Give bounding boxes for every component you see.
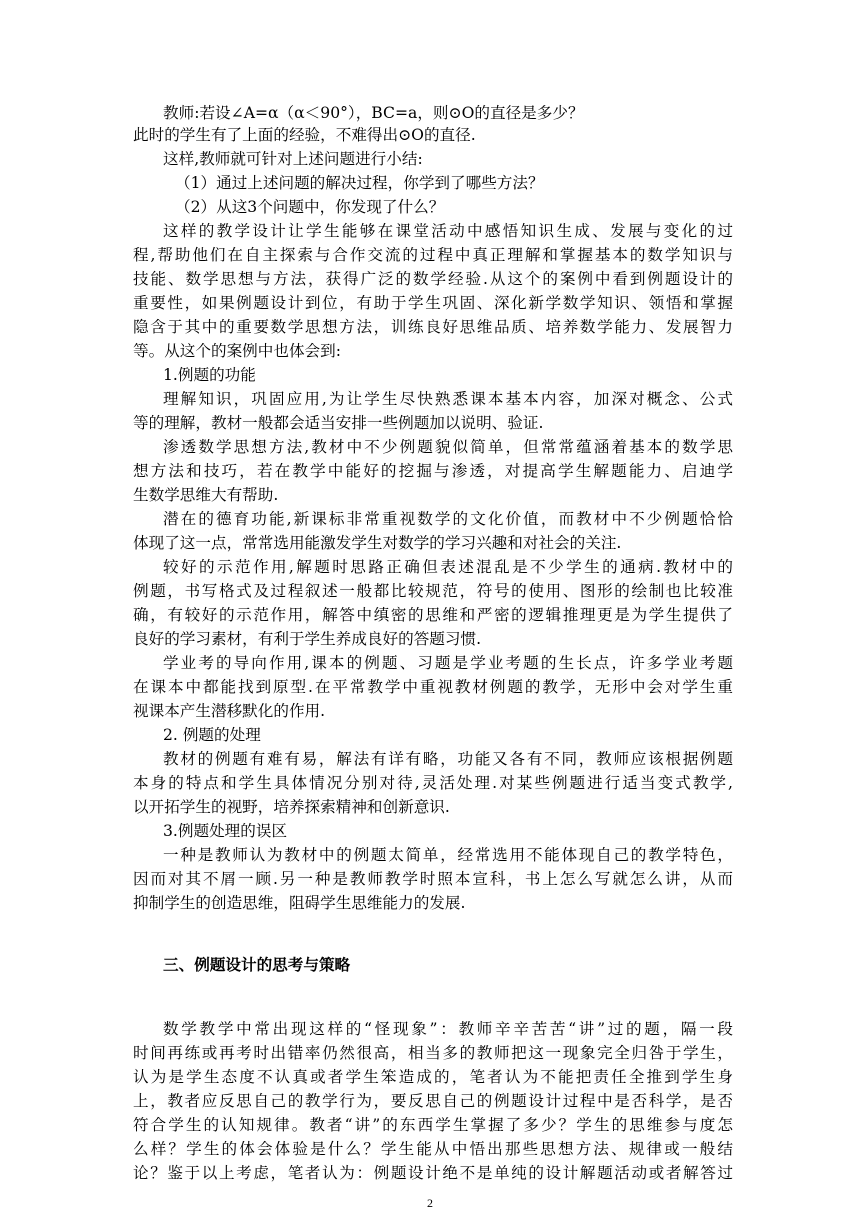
body-line: 教师:若设∠A=α（α＜90°），BC=a，则⊙O的直径是多少？ <box>163 104 584 122</box>
body-line: 一种是教师认为教材中的例题太简单，经常选用不能体现自己的教学特色， <box>163 846 733 864</box>
body-line: 这样的教学设计让学生能够在课堂活动中感悟知识生成、发展与变化的过 <box>163 222 733 240</box>
body-line: 因而对其不屑一顾.另一种是教师教学时照本宣科，书上怎么写就怎么讲，从而 <box>133 870 733 888</box>
body-line: 此时的学生有了上面的经验，不难得出⊙O的直径. <box>133 126 476 144</box>
body-line: 时间再练或再考时出错率仍然很高，相当多的教师把这一现象完全归咎于学生， <box>133 1044 733 1062</box>
body-line: 程,帮助他们在自主探索与合作交流的过程中真正理解和掌握基本的数学知识与 <box>133 246 733 264</box>
body-line: 么样？学生的体会体验是什么？学生能从中悟出那些思想方法、规律或一般结 <box>133 1140 733 1158</box>
body-line: 上，教者应反思自己的教学行为，要反思自己的例题设计过程中是否科学，是否 <box>133 1092 733 1110</box>
body-line: 在课本中都能找到原型.在平常教学中重视教材例题的教学，无形中会对学生重 <box>133 678 733 696</box>
body-line: 生数学思维大有帮助. <box>133 486 279 504</box>
body-line: 这样,教师就可针对上述问题进行小结: <box>163 150 423 168</box>
body-line: 重要性，如果例题设计到位，有助于学生巩固、深化新学数学知识、领悟和掌握 <box>133 294 733 312</box>
body-line: 潜在的德育功能,新课标非常重视数学的文化价值，而教材中不少例题恰恰 <box>163 510 733 528</box>
body-line: （1）通过上述问题的解决过程，你学到了哪些方法？ <box>175 174 544 192</box>
subheading-example-function: 1.例题的功能 <box>163 366 256 384</box>
body-line: 良好的学习素材，有利于学生养成良好的答题习惯. <box>133 630 482 648</box>
body-line: 抑制学生的创造思维，阻碍学生思维能力的发展. <box>133 894 466 912</box>
body-line: 较好的示范作用,解题时思路正确但表述混乱是不少学生的通病.教材中的 <box>163 558 733 576</box>
body-line: 数学教学中常出现这样的“怪现象”：教师辛辛苦苦“讲”过的题，隔一段 <box>163 1020 733 1038</box>
body-line: 技能、数学思想与方法，获得广泛的数学经验.从这个的案例中看到例题设计的 <box>133 270 733 288</box>
section-heading: 三、例题设计的思考与策略 <box>163 956 351 974</box>
body-line: 学业考的导向作用,课本的例题、习题是学业考题的生长点，许多学业考题 <box>163 654 733 672</box>
body-line: 论？鉴于以上考虑，笔者认为：例题设计绝不是单纯的设计解题活动或者解答过 <box>133 1164 733 1182</box>
subheading-example-handling: 2. 例题的处理 <box>163 726 261 744</box>
body-line: 以开拓学生的视野，培养探索精神和创新意识. <box>133 798 450 816</box>
body-line: 体现了这一点，常常选用能激发学生对数学的学习兴趣和对社会的关注. <box>133 534 622 552</box>
body-line: 隐含于其中的重要数学思想方法，训练良好思维品质、培养数学能力、发展智力 <box>133 318 733 336</box>
body-line: 确，有较好的示范作用，解答中缜密的思维和严密的逻辑推理更是为学生提供了 <box>133 606 733 624</box>
body-line: 等的理解，教材一般都会适当安排一些例题加以说明、验证. <box>133 414 544 432</box>
body-line: 理解知识，巩固应用,为让学生尽快熟悉课本基本内容，加深对概念、公式 <box>163 390 733 408</box>
body-line: 符合学生的认知规律。教者“讲”的东西学生掌握了多少？学生的思维参与度怎 <box>133 1116 733 1134</box>
body-line: （2）从这3个问题中，你发现了什么？ <box>175 198 445 216</box>
subheading-example-mistakes: 3.例题处理的误区 <box>163 822 288 840</box>
body-line: 渗透数学思想方法,教材中不少例题貌似简单，但常常蕴涵着基本的数学思 <box>163 438 733 456</box>
body-line: 教材的例题有难有易，解法有详有略，功能又各有不同，教师应该根据例题 <box>163 750 733 768</box>
body-line: 例题，书写格式及过程叙述一般都比较规范，符号的使用、图形的绘制也比较准 <box>133 582 733 600</box>
body-line: 本身的特点和学生具体情况分别对待,灵活处理.对某些例题进行适当变式教学, <box>133 774 733 792</box>
body-line: 视课本产生潜移默化的作用. <box>133 702 326 720</box>
body-line: 想方法和技巧，若在教学中能好的挖掘与渗透，对提高学生解题能力、启迪学 <box>133 462 733 480</box>
body-line: 认为是学生态度不认真或者学生笨造成的，笔者认为不能把责任全推到学生身 <box>133 1068 733 1086</box>
page-number: 2 <box>427 1196 433 1210</box>
body-line: 等。从这个的案例中也体会到: <box>133 342 341 360</box>
